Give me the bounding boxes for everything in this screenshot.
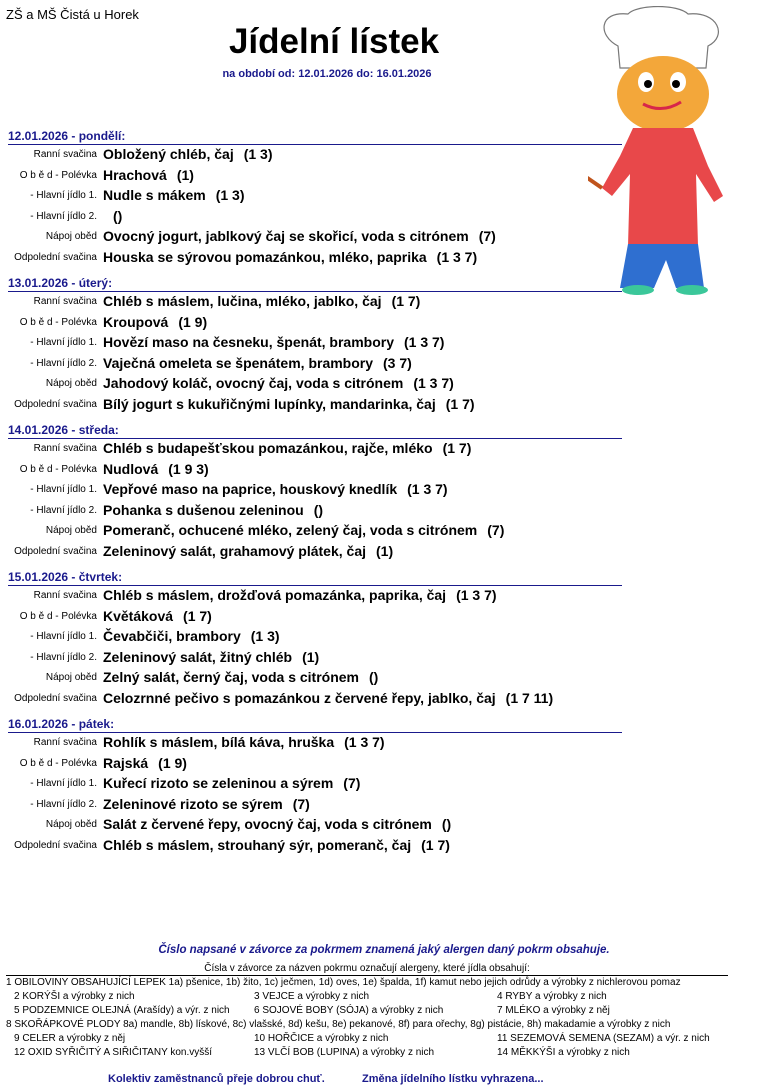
meal-food xyxy=(103,796,310,812)
meal-name: Nudlová xyxy=(103,460,159,477)
meal-allergens: (1) xyxy=(302,648,320,665)
meal-food xyxy=(103,375,454,391)
meal-row xyxy=(0,145,768,166)
meal-label: Odpolední svačina xyxy=(14,251,97,263)
meal-name: Chléb s máslem, strouhaný sýr, pomeranč, čaj xyxy=(103,836,412,853)
meal-name: Ovocný jogurt, jablkový čaj se skořicí, voda s citrónem xyxy=(103,228,469,244)
allergen-line xyxy=(6,1004,728,1018)
meal-food xyxy=(103,334,444,350)
meal-allergens: (1 3 7) xyxy=(456,587,497,603)
meal-label: O b ě d - Polévka xyxy=(19,316,97,328)
meal-label: - Hlavní jídlo 1. xyxy=(30,778,97,789)
meal-food xyxy=(103,314,207,330)
meal-row xyxy=(0,354,768,375)
meal-allergens: (1 3) xyxy=(243,146,273,162)
meal-allergens: (1 7) xyxy=(445,395,475,412)
meal-label: Nápoj oběd xyxy=(45,819,97,830)
meal-row xyxy=(0,607,768,628)
meal-allergens: (7) xyxy=(478,228,496,244)
meal-label: Ranní svačina xyxy=(33,590,97,601)
meal-label: - Hlavní jídlo 2. xyxy=(30,651,97,663)
meal-name: Hovězí maso na česneku, špenát, brambory xyxy=(103,334,394,350)
meal-food xyxy=(103,167,194,183)
meal-name: Hrachová xyxy=(103,166,167,183)
meal-row xyxy=(0,733,768,754)
day-block xyxy=(0,715,768,856)
meal-name: Houska se sýrovou pomazánkou, mléko, paprika xyxy=(103,248,427,265)
meal-name: Zeleninový salát, žitný chléb xyxy=(103,648,293,665)
meal-label: Odpolední svačina xyxy=(14,839,97,851)
meal-row xyxy=(0,648,768,669)
meal-label: Ranní svačina xyxy=(33,149,97,160)
meal-label: Ranní svačina xyxy=(33,296,97,307)
allergen-item: 7 MLÉKO a výrobky z něj xyxy=(497,1005,610,1016)
allergen-line: 8 SKOŘÁPKOVÉ PLODY 8a) mandle, 8b) lískové, 8c) vlašské, 8d) kešu, 8e) pekanové, 8f) para ořechy, 8g) pistácie, 8h) makadamie a výrobky z nich xyxy=(6,1019,671,1030)
meal-food xyxy=(103,755,187,771)
meal-allergens: (1 3 7) xyxy=(407,481,448,497)
meal-food xyxy=(103,608,212,624)
meal-row xyxy=(0,795,768,816)
meal-label: - Hlavní jídlo 2. xyxy=(30,357,97,369)
meal-label: Ranní svačina xyxy=(33,737,97,748)
meal-allergens: (1 3 7) xyxy=(436,248,478,265)
meal-food xyxy=(103,481,448,497)
meal-label: - Hlavní jídlo 2. xyxy=(30,210,97,222)
meal-name: Chléb s budapešťskou pomazánkou, rajče, mléko xyxy=(103,440,433,456)
meal-label: O b ě d - Polévka xyxy=(19,610,97,622)
meal-allergens: (1 3) xyxy=(250,628,280,644)
meal-food xyxy=(103,649,319,665)
day-heading: 14.01.2026 - středa: xyxy=(8,421,622,439)
meal-food xyxy=(103,587,497,603)
meal-name: Květáková xyxy=(103,607,174,624)
meal-label: Odpolední svačina xyxy=(14,545,97,557)
meal-row xyxy=(0,754,768,775)
meal-name: Pohanka s dušenou zeleninou xyxy=(103,501,304,518)
school-name: ZŠ a MŠ Čistá u Horek xyxy=(6,7,139,22)
meal-allergens: (1 7) xyxy=(421,836,450,853)
meal-food xyxy=(103,543,393,559)
meal-label: - Hlavní jídlo 1. xyxy=(30,337,97,348)
allergen-item: 13 VLČÍ BOB (LUPINA) a výrobky z nich xyxy=(254,1047,435,1058)
allergen-line xyxy=(6,990,728,1004)
meal-allergens: (1 7) xyxy=(391,293,421,309)
meal-food xyxy=(103,522,504,538)
meal-row xyxy=(0,586,768,607)
allergen-item: 3 VEJCE a výrobky z nich xyxy=(254,991,370,1002)
meal-label: Ranní svačina xyxy=(33,443,97,454)
meal-label: O b ě d - Polévka xyxy=(19,757,97,769)
meal-name: Zeleninové rizoto se sýrem xyxy=(103,795,283,812)
meal-name: Kroupová xyxy=(103,313,169,330)
meal-allergens: () xyxy=(441,816,452,832)
menu-days xyxy=(0,127,768,862)
allergen-item: 14 MĚKKÝŠI a výrobky z nich xyxy=(497,1047,630,1058)
meal-food xyxy=(103,502,323,518)
day-heading: 12.01.2026 - pondělí: xyxy=(8,127,622,145)
meal-name: Chléb s máslem, lučina, mléko, jablko, čaj xyxy=(103,293,382,309)
meal-row xyxy=(0,627,768,648)
meal-allergens: (1 3) xyxy=(215,187,245,203)
meal-name: Rajská xyxy=(103,754,149,771)
day-block xyxy=(0,127,768,268)
allergen-item: 6 SOJOVÉ BOBY (SÓJA) a výrobky z nich xyxy=(254,1005,444,1016)
meal-food xyxy=(103,816,451,832)
meal-label: Nápoj oběd xyxy=(45,525,97,536)
meal-label: Odpolední svačina xyxy=(14,398,97,410)
meal-row xyxy=(0,207,768,228)
meal-food xyxy=(103,249,477,265)
meal-allergens: (1) xyxy=(176,166,194,183)
meal-label: Odpolední svačina xyxy=(14,692,97,704)
meal-food xyxy=(103,690,553,706)
meal-label: - Hlavní jídlo 1. xyxy=(30,484,97,495)
meal-allergens: (1 3 7) xyxy=(344,734,385,750)
meal-name: Rohlík s máslem, bílá káva, hruška xyxy=(103,734,335,750)
meal-allergens: (1 3 7) xyxy=(413,375,454,391)
meal-allergens: (1) xyxy=(376,542,394,559)
meal-row xyxy=(0,186,768,207)
meal-allergens: (1 7) xyxy=(442,440,472,456)
meal-allergens: (1 9 3) xyxy=(168,460,209,477)
meal-name: Vaječná omeleta se špenátem, brambory xyxy=(103,354,374,371)
day-heading: 16.01.2026 - pátek: xyxy=(8,715,622,733)
meal-food xyxy=(103,734,385,750)
meal-allergens: (1 7) xyxy=(183,607,212,624)
meal-allergens: (7) xyxy=(343,775,361,791)
day-block xyxy=(0,421,768,562)
meal-label: O b ě d - Polévka xyxy=(19,463,97,475)
meal-allergens: (7) xyxy=(292,795,310,812)
allergen-item: 11 SEZEMOVÁ SEMENA (SEZAM) a výr. z nich xyxy=(497,1033,710,1044)
meal-name: Pomeranč, ochucené mléko, zelený čaj, voda s citrónem xyxy=(103,522,478,538)
meal-name: Celozrnné pečivo s pomazánkou z červené řepy, jablko, čaj xyxy=(103,689,496,706)
meal-food xyxy=(103,228,496,244)
meal-food xyxy=(103,775,360,791)
meal-row xyxy=(0,836,768,857)
allergen-item: 5 PODZEMNICE OLEJNÁ (Arašídy) a výr. z nich xyxy=(14,1005,230,1016)
meal-row xyxy=(0,542,768,563)
meal-food xyxy=(103,461,209,477)
meal-food xyxy=(103,396,475,412)
meal-allergens: (1 9) xyxy=(158,754,187,771)
meal-name: Kuřecí rizoto se zeleninou a sýrem xyxy=(103,775,334,791)
footer-change-notice: Změna jídelního lístku vyhrazena... xyxy=(362,1073,544,1085)
meal-food xyxy=(103,628,280,644)
menu-period: na období od: 12.01.2026 do: 16.01.2026 xyxy=(222,68,432,80)
meal-name: Bílý jogurt s kukuřičnými lupínky, mandarinka, čaj xyxy=(103,395,436,412)
meal-food xyxy=(103,355,412,371)
meal-name: Zelný salát, černý čaj, voda s citrónem xyxy=(103,669,359,685)
meal-name: Zeleninový salát, grahamový plátek, čaj xyxy=(103,542,366,559)
meal-row xyxy=(0,248,768,269)
meal-allergens: (3 7) xyxy=(383,354,412,371)
meal-allergens: () xyxy=(113,207,123,224)
allergen-item: 12 OXID SYŘIČITÝ A SIŘIČITANY kon.vyšší xyxy=(14,1047,213,1058)
day-block xyxy=(0,274,768,415)
allergen-line: 1 OBILOVINY OBSAHUJÍCÍ LEPEK 1a) pšenice, 1b) žito, 1c) ječmen, 1d) oves, 1e) špalda, 1f) kamut nebo jejich odrůdy a výrobky z nichlerovou pomaz xyxy=(6,977,681,988)
meal-allergens: (7) xyxy=(487,522,505,538)
meal-row xyxy=(0,480,768,501)
meal-row xyxy=(0,374,768,395)
meal-allergens: () xyxy=(369,669,379,685)
meal-row xyxy=(0,521,768,542)
meal-name: Nudle s mákem xyxy=(103,187,206,203)
meal-name: Chléb s máslem, drožďová pomazánka, paprika, čaj xyxy=(103,587,447,603)
allergen-note: Číslo napsané v závorce za pokrmem znamená jaký alergen daný pokrm obsahuje. xyxy=(158,944,610,956)
meal-food xyxy=(103,146,273,162)
meal-allergens: (1 3 7) xyxy=(404,334,445,350)
meal-row xyxy=(0,668,768,689)
meal-name: Vepřové maso na paprice, houskový knedlík xyxy=(103,481,398,497)
day-heading: 15.01.2026 - čtvrtek: xyxy=(8,568,622,586)
footer-wish: Kolektiv zaměstnanců přeje dobrou chuť. xyxy=(108,1073,325,1085)
meal-row xyxy=(0,166,768,187)
meal-name: Jahodový koláč, ovocný čaj, voda s citrónem xyxy=(103,375,404,391)
meal-label: - Hlavní jídlo 1. xyxy=(30,631,97,642)
allergen-line xyxy=(6,1032,728,1046)
meal-food xyxy=(103,837,450,853)
meal-row xyxy=(0,395,768,416)
meal-allergens: () xyxy=(313,501,324,518)
meal-allergens: (1 9) xyxy=(178,313,208,330)
meal-food xyxy=(103,187,245,203)
meal-label: - Hlavní jídlo 2. xyxy=(30,504,97,516)
meal-label: O b ě d - Polévka xyxy=(19,169,97,181)
meal-row xyxy=(0,333,768,354)
allergen-item: 10 HOŘČICE a výrobky z nich xyxy=(254,1033,389,1044)
meal-label: Nápoj oběd xyxy=(45,231,97,242)
allergen-line xyxy=(6,1046,728,1060)
allergen-legend xyxy=(6,963,728,1060)
meal-row xyxy=(0,689,768,710)
meal-food xyxy=(103,440,471,456)
day-block xyxy=(0,568,768,709)
allergen-item: 9 CELER a výrobky z něj xyxy=(14,1033,126,1044)
meal-label: - Hlavní jídlo 1. xyxy=(30,190,97,201)
meal-row xyxy=(0,292,768,313)
meal-row xyxy=(0,501,768,522)
allergen-item: 2 KORÝŠI a výrobky z nich xyxy=(14,991,135,1002)
page-title: Jídelní lístek xyxy=(228,22,440,61)
meal-food xyxy=(103,669,378,685)
meal-row xyxy=(0,815,768,836)
meal-name: Čevabčiči, brambory xyxy=(103,628,241,644)
meal-row xyxy=(0,313,768,334)
day-heading: 13.01.2026 - úterý: xyxy=(8,274,622,292)
meal-row xyxy=(0,460,768,481)
meal-allergens: (1 7 11) xyxy=(505,689,554,706)
meal-row xyxy=(0,774,768,795)
meal-name: Salát z červené řepy, ovocný čaj, voda s citrónem xyxy=(103,816,432,832)
meal-label: - Hlavní jídlo 2. xyxy=(30,798,97,810)
allergen-legend-heading: Čísla v závorce za názven pokrmu označují alergeny, které jídla obsahují: xyxy=(6,963,728,976)
meal-food xyxy=(103,208,122,224)
meal-row xyxy=(0,439,768,460)
meal-label: Nápoj oběd xyxy=(45,378,97,389)
meal-row xyxy=(0,227,768,248)
meal-name: Obložený chléb, čaj xyxy=(103,146,234,162)
meal-label: Nápoj oběd xyxy=(45,672,97,683)
allergen-item: 4 RYBY a výrobky z nich xyxy=(497,991,607,1002)
meal-food xyxy=(103,293,420,309)
